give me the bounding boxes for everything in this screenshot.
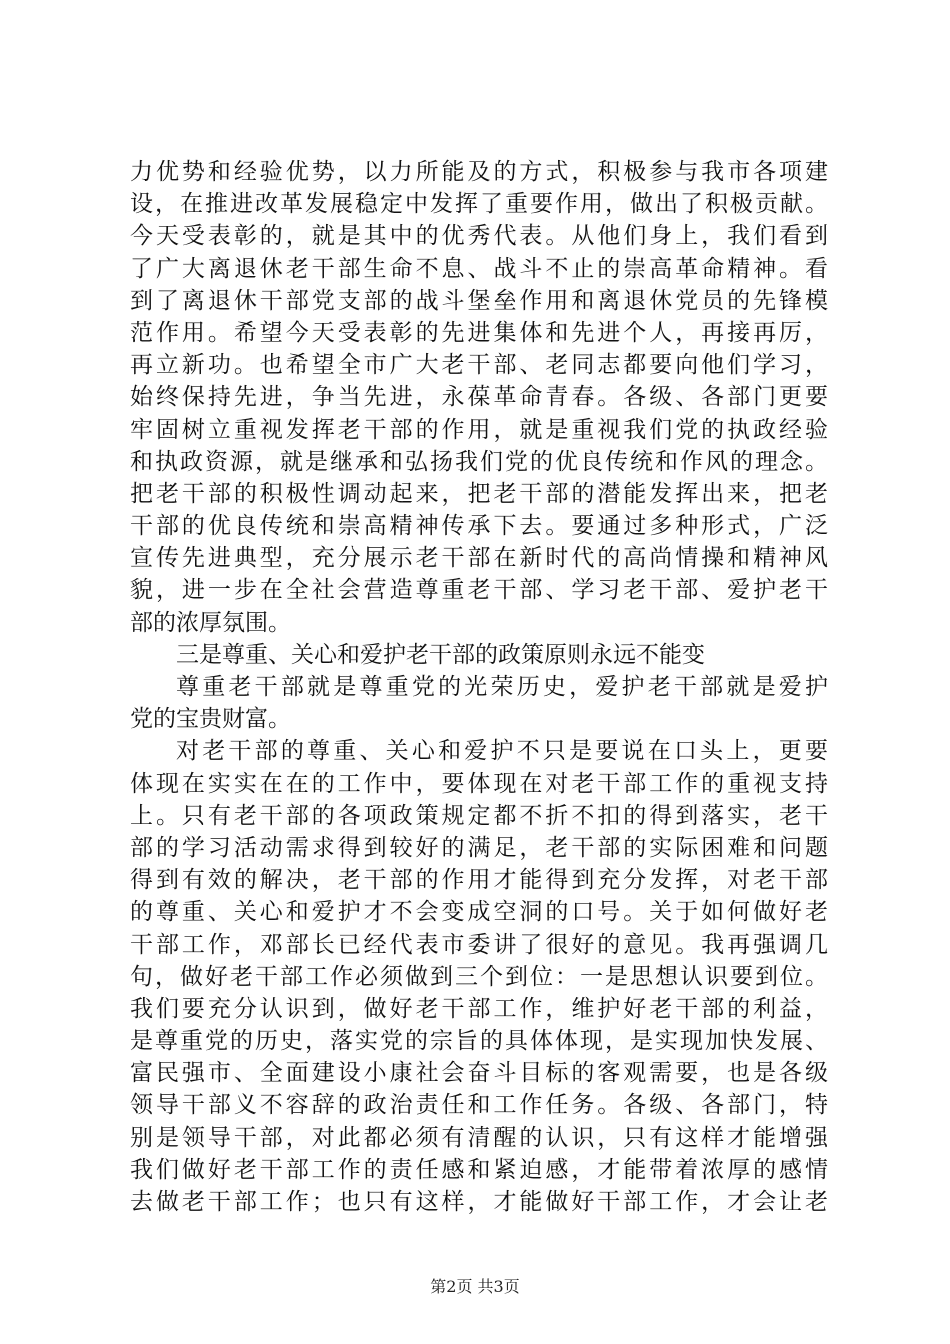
text-line: 到了离退休干部党支部的战斗堡垒作用和离退休党员的先锋模 bbox=[130, 287, 828, 314]
document-body bbox=[130, 156, 828, 1218]
text-line: 领导干部义不容辞的政治责任和工作任务。各级、各部门，特 bbox=[130, 1092, 828, 1119]
text-line: 上。只有老干部的各项政策规定都不折不扣的得到落实，老干 bbox=[130, 802, 828, 829]
text-line: 党的宝贵财富。 bbox=[130, 706, 291, 733]
text-line: 富民强市、全面建设小康社会奋斗目标的客观需要，也是各级 bbox=[130, 1060, 828, 1087]
text-line: 设，在推进改革发展稳定中发挥了重要作用，做出了积极贡献。 bbox=[130, 191, 828, 218]
text-line: 我们做好老干部工作的责任感和紧迫感，才能带着浓厚的感情 bbox=[130, 1156, 828, 1183]
text-line: 部的浓厚氛围。 bbox=[130, 609, 291, 636]
text-line: 部的学习活动需求得到较好的满足，老干部的实际困难和问题 bbox=[130, 834, 828, 861]
text-line: 始终保持先进，争当先进，永葆革命青春。各级、各部门更要 bbox=[130, 384, 828, 411]
text-line: 貌，进一步在全社会营造尊重老干部、学习老干部、爱护老干 bbox=[130, 577, 828, 604]
text-line: 别是领导干部，对此都必须有清醒的认识，只有这样才能增强 bbox=[130, 1124, 828, 1151]
text-line: 尊重老干部就是尊重党的光荣历史，爱护老干部就是爱护 bbox=[176, 674, 828, 700]
text-line: 去做老干部工作；也只有这样，才能做好干部工作，才会让老 bbox=[130, 1189, 828, 1215]
text-line: 再立新功。也希望全市广大老干部、老同志都要向他们学习， bbox=[130, 352, 828, 379]
text-line: 今天受表彰的，就是其中的优秀代表。从他们身上，我们看到 bbox=[130, 223, 828, 250]
text-line: 宣传先进典型，充分展示老干部在新时代的高尚情操和精神风 bbox=[130, 545, 828, 572]
text-line: 的尊重、关心和爱护才不会变成空洞的口号。关于如何做好老 bbox=[130, 899, 828, 926]
text-line: 体现在实实在在的工作中，要体现在对老干部工作的重视支持 bbox=[130, 770, 828, 797]
text-line: 三是尊重、关心和爱护老干部的政策原则永远不能变 bbox=[176, 641, 705, 668]
text-line: 对老干部的尊重、关心和爱护不只是要说在口头上，更要 bbox=[176, 738, 828, 765]
text-line: 干部工作，邓部长已经代表市委讲了很好的意见。我再强调几 bbox=[130, 931, 828, 958]
page-footer: 第2页 共3页 bbox=[430, 1277, 520, 1296]
text-line: 范作用。希望今天受表彰的先进集体和先进个人，再接再厉， bbox=[130, 319, 828, 346]
text-line: 牢固树立重视发挥老干部的作用，就是重视我们党的执政经验 bbox=[130, 416, 828, 443]
text-line: 了广大离退休老干部生命不息、战斗不止的崇高革命精神。看 bbox=[130, 255, 828, 282]
text-line: 把老干部的积极性调动起来，把老干部的潜能发挥出来，把老 bbox=[130, 480, 828, 507]
text-line: 得到有效的解决，老干部的作用才能得到充分发挥，对老干部 bbox=[130, 867, 828, 894]
text-line: 句，做好老干部工作必须做到三个到位：一是思想认识要到位。 bbox=[130, 963, 828, 990]
text-line: 和执政资源，就是继承和弘扬我们党的优良传统和作风的理念。 bbox=[130, 448, 828, 475]
text-line: 是尊重党的历史，落实党的宗旨的具体体现，是实现加快发展、 bbox=[130, 1028, 828, 1055]
text-line: 干部的优良传统和崇高精神传承下去。要通过多种形式，广泛 bbox=[130, 513, 828, 540]
text-line: 我们要充分认识到，做好老干部工作，维护好老干部的利益， bbox=[130, 995, 828, 1022]
text-line: 力优势和经验优势，以力所能及的方式，积极参与我市各项建 bbox=[130, 159, 828, 185]
